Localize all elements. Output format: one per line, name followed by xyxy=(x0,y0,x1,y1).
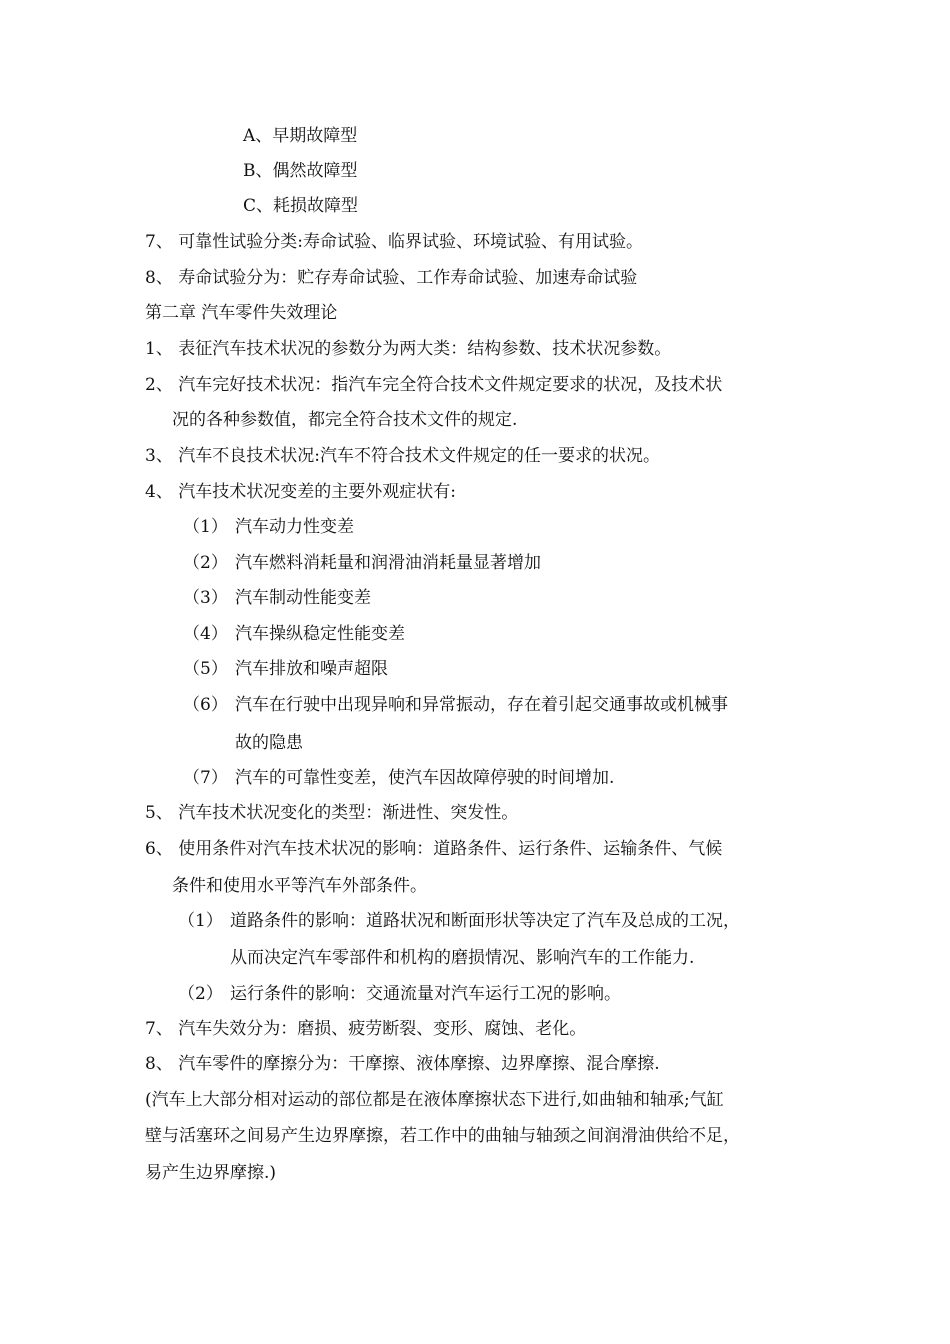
paragraph-1: 1、 表征汽车技术状况的参数分为两大类：结构参数、技术状况参数。 xyxy=(145,339,672,359)
symptom-7: （7） 汽车的可靠性变差，使汽车因故障停驶的时间增加. xyxy=(183,768,615,788)
paragraph-7: 7、 汽车失效分为：磨损、疲劳断裂、变形、腐蚀、老化。 xyxy=(145,1019,587,1039)
note-line3: 易产生边界摩擦.) xyxy=(145,1163,277,1183)
note-line1: (汽车上大部分相对运动的部位都是在液体摩擦状态下进行,如曲轴和轴承;气缸 xyxy=(145,1090,724,1110)
paragraph-8: 8、 汽车零件的摩擦分为：干摩擦、液体摩擦、边界摩擦、混合摩擦. xyxy=(145,1054,660,1074)
symptom-1: （1） 汽车动力性变差 xyxy=(183,517,354,537)
list-item-a: A、早期故障型 xyxy=(243,126,358,146)
note-line2: 壁与活塞环之间易产生边界摩擦，若工作中的曲轴与轴颈之间润滑油供给不足， xyxy=(145,1126,740,1146)
list-item-8: 8、 寿命试验分为：贮存寿命试验、工作寿命试验、加速寿命试验 xyxy=(145,268,638,288)
list-item-c: C、耗损故障型 xyxy=(243,196,359,216)
list-item-b: B、偶然故障型 xyxy=(243,161,358,181)
condition-1-cont: 从而决定汽车零部件和机构的磨损情况、影响汽车的工作能力. xyxy=(230,948,695,968)
condition-2: （2） 运行条件的影响：交通流量对汽车运行工况的影响。 xyxy=(178,984,621,1004)
paragraph-2-line1: 2、 汽车完好技术状况：指汽车完全符合技术文件规定要求的状况，及技术状 xyxy=(145,375,723,395)
paragraph-2-line2: 况的各种参数值，都完全符合技术文件的规定. xyxy=(172,410,518,430)
paragraph-3: 3、 汽车不良技术状况:汽车不符合技术文件规定的任一要求的状况。 xyxy=(145,446,660,466)
symptom-4: （4） 汽车操纵稳定性能变差 xyxy=(183,624,405,644)
symptom-6-cont: 故的隐患 xyxy=(235,733,303,753)
condition-1: （1） 道路条件的影响：道路状况和断面形状等决定了汽车及总成的工况， xyxy=(178,911,740,931)
symptom-3: （3） 汽车制动性能变差 xyxy=(183,588,371,608)
paragraph-6-line1: 6、 使用条件对汽车技术状况的影响：道路条件、运行条件、运输条件、气候 xyxy=(145,839,723,859)
symptom-5: （5） 汽车排放和噪声超限 xyxy=(183,659,388,679)
list-item-7: 7、 可靠性试验分类:寿命试验、临界试验、环境试验、有用试验。 xyxy=(145,232,643,252)
paragraph-4: 4、 汽车技术状况变差的主要外观症状有: xyxy=(145,482,456,502)
paragraph-6-line2: 条件和使用水平等汽车外部条件。 xyxy=(172,876,427,896)
chapter-title: 第二章 汽车零件失效理论 xyxy=(145,303,338,323)
symptom-6: （6） 汽车在行驶中出现异响和异常振动，存在着引起交通事故或机械事 xyxy=(183,695,728,715)
symptom-2: （2） 汽车燃料消耗量和润滑油消耗量显著增加 xyxy=(183,553,541,573)
paragraph-5: 5、 汽车技术状况变化的类型：渐进性、突发性。 xyxy=(145,803,519,823)
